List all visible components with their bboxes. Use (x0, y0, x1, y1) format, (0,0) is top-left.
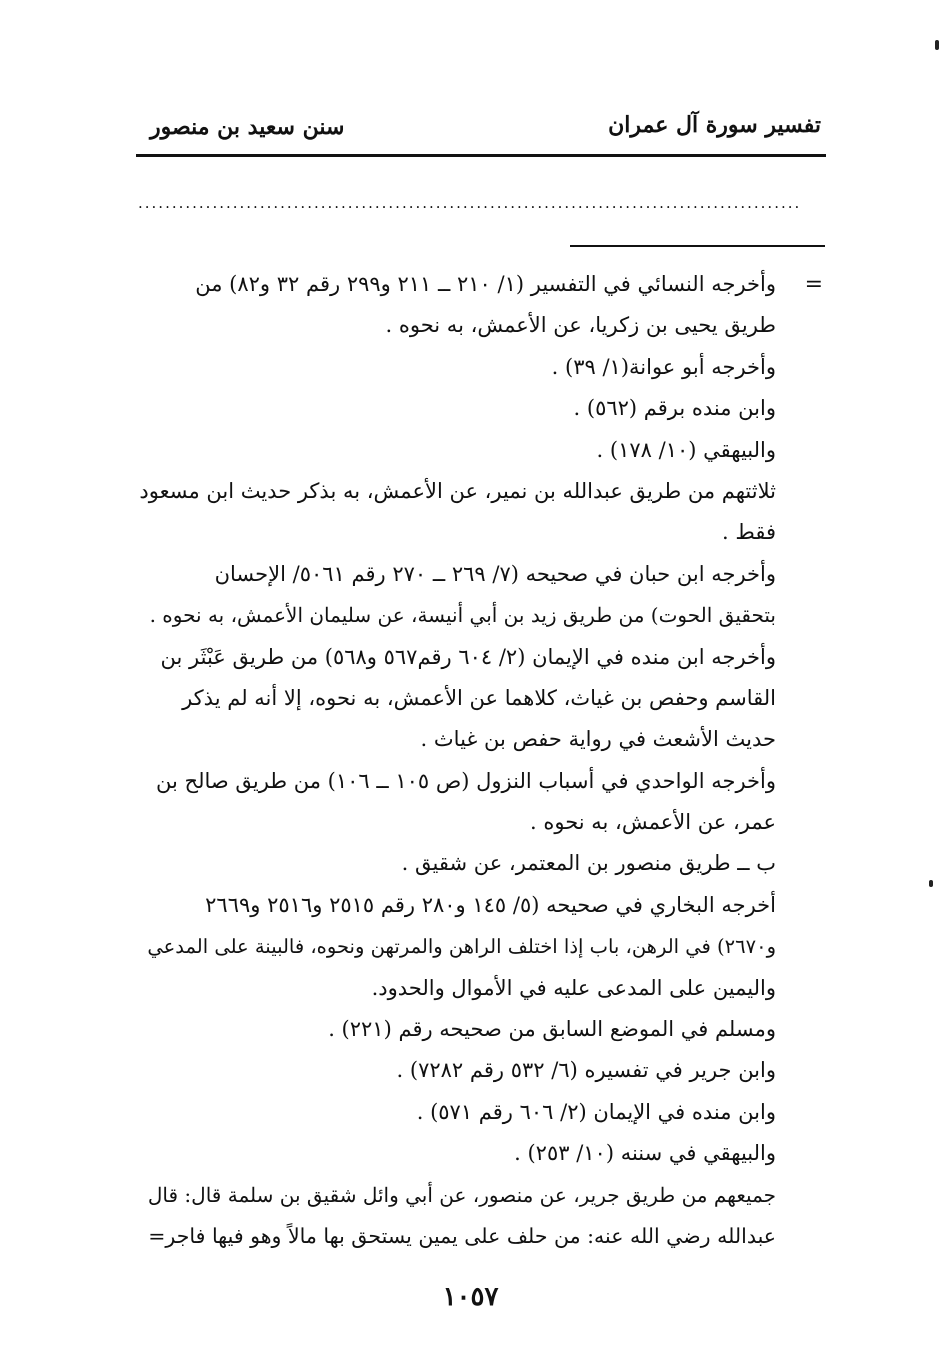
text-line: القاسم وحفص بن غياث، كلاهما عن الأعمش، به نحوه، إلا أنه لم يذكر (182, 685, 776, 710)
text-line: والبيهقي في سننه (١٠/ ٢٥٣) . (514, 1141, 776, 1166)
running-header-chapter: تفسير سورة آل عمران (608, 112, 821, 138)
text-line: وأخرجه ابن حبان في صحيحه (٧/ ٢٦٩ ــ ٢٧٠ رقم ٥٠٦١/ الإحسان (214, 561, 776, 586)
text-line: وابن منده برقم (٥٦٢) . (573, 396, 776, 421)
text-line: عبدالله رضي الله عنه: من حلف على يمين يستحق بها مالاً وهو فيها فاجر= (148, 1223, 776, 1248)
text-line: بتحقيق الحوت) من طريق زيد بن أبي أنيسة، عن سليمان الأعمش، به نحوه . (149, 603, 776, 628)
running-header-book: سنن سعيد بن منصور (150, 114, 345, 140)
text-line: ب ــ طريق منصور بن المعتمر، عن شقيق . (401, 851, 776, 876)
text-line: فقط . (722, 520, 776, 545)
text-line: عمر، عن الأعمش، به نحوه . (530, 810, 776, 835)
text-line: ومسلم في الموضع السابق من صحيحه رقم (٢٢١) . (328, 1017, 776, 1042)
footnote-rule (570, 245, 825, 247)
margin-mark (935, 40, 939, 50)
page-number: ١٠٥٧ (442, 1282, 499, 1312)
text-line: وأخرجه أبو عوانة(١/ ٣٩) . (551, 354, 776, 379)
footnote-text (136, 264, 776, 1257)
text-line: وابن منده في الإيمان (٢/ ٦٠٦ رقم ٥٧١) . (416, 1099, 776, 1124)
text-line: ثلاثتهم من طريق عبدالله بن نمير، عن الأعمش، به بذكر حديث ابن مسعود (139, 478, 776, 503)
text-line: وابن جرير في تفسيره (٦/ ٥٣٢ رقم ٧٢٨٢) . (396, 1058, 776, 1083)
text-line: والبيهقي (١٠/ ١٧٨) . (596, 437, 776, 462)
footnote-continuation-marker: = (804, 272, 823, 297)
text-line: وأخرجه ابن منده في الإيمان (٢/ ٦٠٤ رقم٥٦٧ و٥٦٨) من طريق عَبْثَر بن (160, 644, 776, 669)
text-line: و٢٦٧٠) في الرهن، باب إذا اختلف الراهن والمرتهن ونحوه، فالبينة على المدعي (147, 935, 776, 959)
header-rule (136, 154, 826, 157)
text-line: واليمين على المدعى عليه في الأموال والحدود. (371, 975, 776, 1000)
text-line: حديث الأشعث في رواية حفص بن غياث . (420, 727, 776, 752)
text-line: وأخرجه النسائي في التفسير (١/ ٢١٠ ــ ٢١١ و٢٩٩ رقم ٣٢ و٨٢) من (195, 272, 776, 296)
text-line: طريق يحيى بن زكريا، عن الأعمش، به نحوه . (385, 313, 776, 338)
separator-dots: .................................................................................................. (138, 196, 802, 210)
text-line: جميعهم من طريق جرير، عن منصور، عن أبي وائل شقيق بن سلمة قال: قال (147, 1182, 776, 1207)
margin-mark (929, 880, 933, 887)
text-line: أخرجه البخاري في صحيحه (٥/ ١٤٥ و٢٨٠ رقم ٢٥١٥ و٢٥١٦ و٢٦٦٩ (205, 892, 776, 917)
text-line: وأخرجه الواحدي في أسباب النزول (ص ١٠٥ ــ ١٠٦) من طريق صالح بن (156, 768, 776, 793)
